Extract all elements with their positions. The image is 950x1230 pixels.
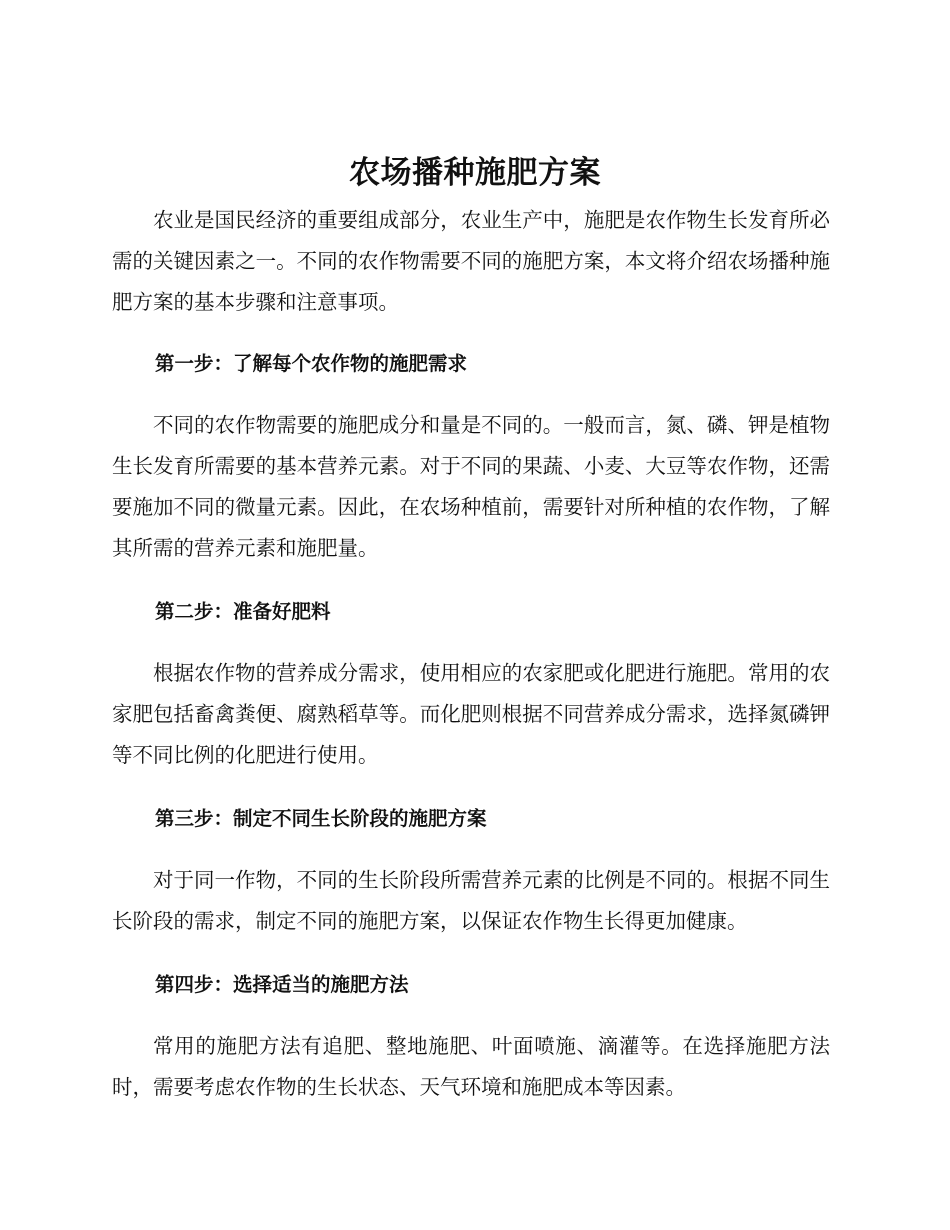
- section-heading-step-3: 第三步：制定不同生长阶段的施肥方案: [155, 807, 487, 830]
- section-heading-step-2: 第二步：准备好肥料: [155, 600, 331, 623]
- section-body-step-1: 不同的农作物需要的施肥成分和量是不同的。一般而言，氮、磷、钾是植物生长发育所需要的基本营养元素。对于不同的果蔬、小麦、大豆等农作物，还需要施加不同的微量元素。因此，在农场种植前，需要针对所种植的农作物，了解其所需的营养元素和施肥量。: [112, 413, 830, 560]
- section-body-step-3: 对于同一作物，不同的生长阶段所需营养元素的比例是不同的。根据不同生长阶段的需求，制定不同的施肥方案，以保证农作物生长得更加健康。: [112, 868, 830, 933]
- section-body-step-4: 常用的施肥方法有追肥、整地施肥、叶面喷施、滴灌等。在选择施肥方法时，需要考虑农作物的生长状态、天气环境和施肥成本等因素。: [112, 1034, 830, 1099]
- section-heading-step-4: 第四步：选择适当的施肥方法: [155, 973, 409, 996]
- intro-paragraph: 农业是国民经济的重要组成部分，农业生产中，施肥是农作物生长发育所必需的关键因素之一。不同的农作物需要不同的施肥方案，本文将介绍农场播种施肥方案的基本步骤和注意事项。: [112, 208, 830, 314]
- section-heading-step-1: 第一步：了解每个农作物的施肥需求: [155, 352, 468, 375]
- section-body-step-2: 根据农作物的营养成分需求，使用相应的农家肥或化肥进行施肥。常用的农家肥包括畜禽粪便、腐熟稻草等。而化肥则根据不同营养成分需求，选择氮磷钾等不同比例的化肥进行使用。: [112, 661, 830, 767]
- document-title: 农场播种施肥方案: [349, 155, 601, 191]
- document-page: [112, 150, 830, 1108]
